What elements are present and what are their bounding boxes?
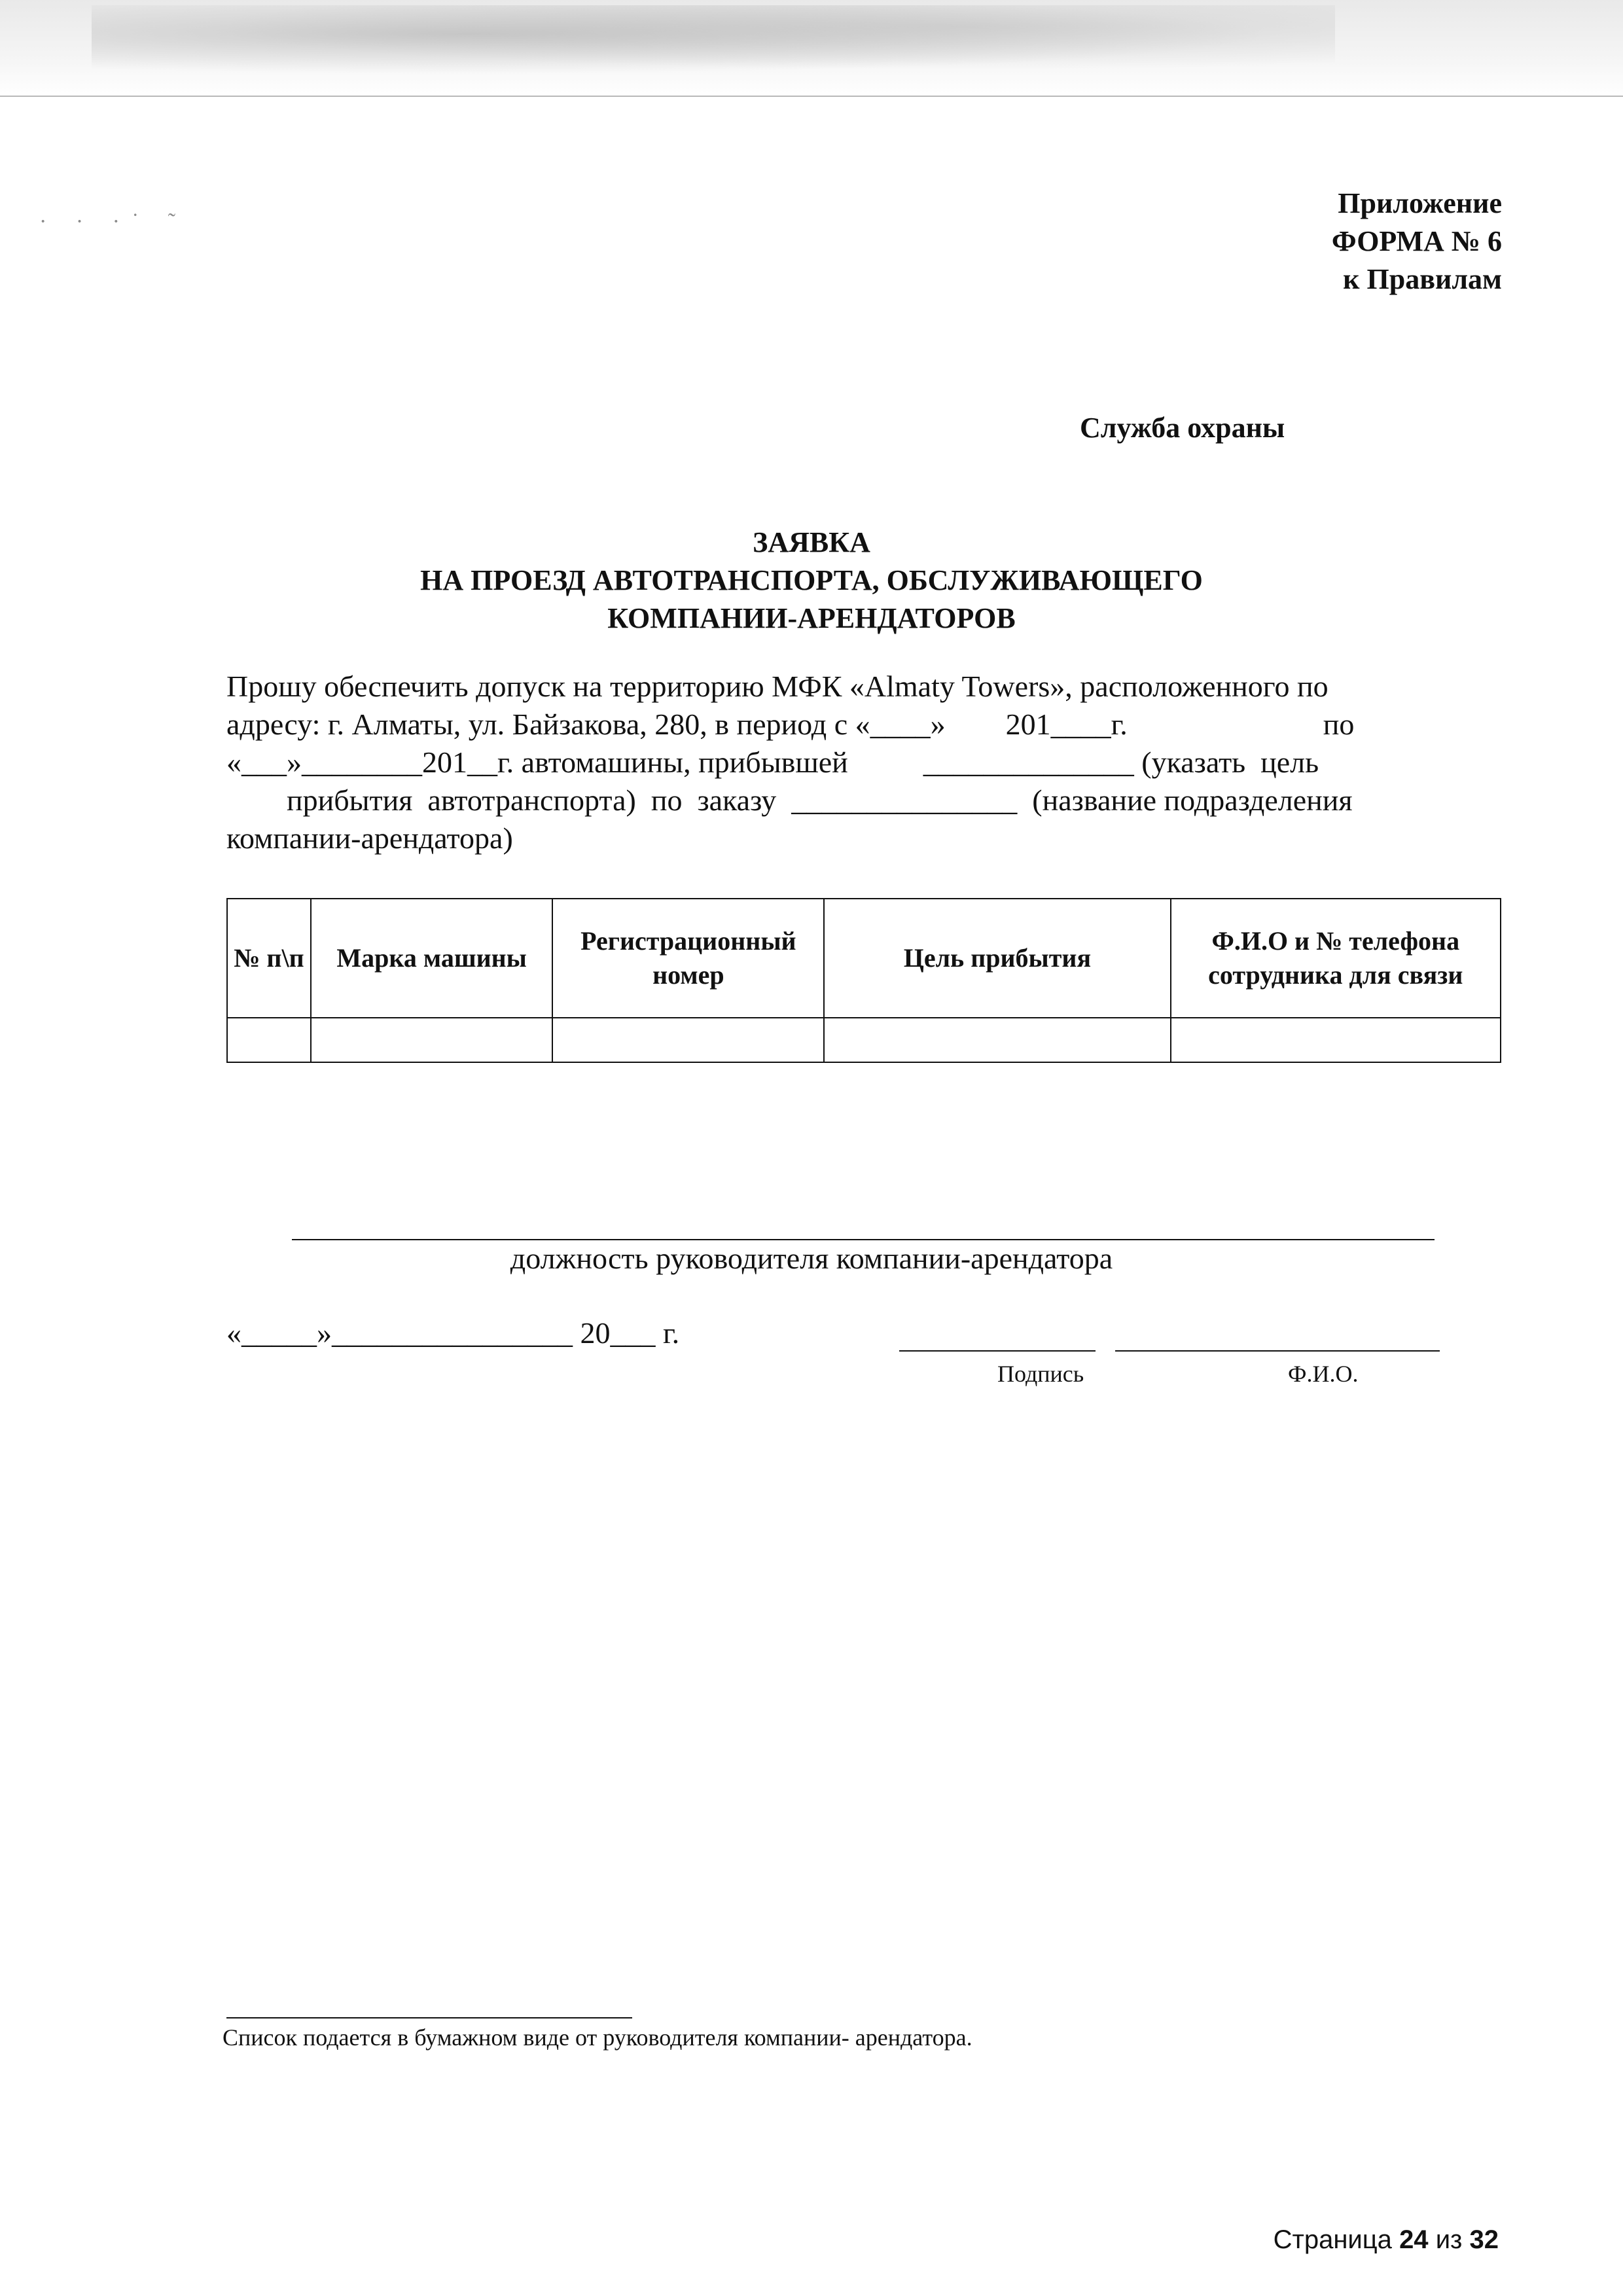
footnote-separator xyxy=(226,2017,632,2018)
column-header-car-brand: Марка машины xyxy=(311,899,553,1018)
current-page: 24 xyxy=(1399,2225,1429,2254)
table-cell[interactable] xyxy=(227,1018,311,1062)
column-header-purpose: Цель прибытия xyxy=(824,899,1170,1018)
title-line: ЗАЯВКА xyxy=(753,526,870,558)
table-cell[interactable] xyxy=(311,1018,553,1062)
title-line: НА ПРОЕЗД АВТОТРАНСПОРТА, ОБСЛУЖИВАЮЩЕГО xyxy=(420,564,1203,596)
paragraph-line: адресу: г. Алматы, ул. Байзакова, 280, в период с «____» 201____г. по xyxy=(226,708,1355,741)
scan-edge xyxy=(0,96,1623,97)
page-word: Страница xyxy=(1273,2225,1392,2254)
appendix-line: Приложение xyxy=(1338,187,1502,219)
scan-smudge xyxy=(92,5,1335,77)
request-paragraph xyxy=(226,668,1501,857)
date-line[interactable]: «_____»________________ 20___ г. xyxy=(226,1316,680,1350)
footnote: Список подается в бумажном виде от руководителя компании- арендатора. xyxy=(223,2024,972,2051)
appendix-line: к Правилам xyxy=(1343,263,1502,295)
document-title xyxy=(0,524,1623,637)
page-number xyxy=(1274,2225,1499,2255)
scan-specks: · · ·˙ ˜ xyxy=(39,209,188,234)
paragraph-line: прибытия автотранспорта) по заказу _______________ (название подразделения xyxy=(226,783,1353,817)
signature-label: Подпись xyxy=(997,1361,1084,1387)
position-signature-line[interactable] xyxy=(292,1239,1435,1240)
table-cell[interactable] xyxy=(1171,1018,1501,1062)
appendix-block xyxy=(1332,185,1502,298)
paragraph-line: компании-арендатора) xyxy=(226,821,513,855)
position-caption: должность руководителя компании-арендатора xyxy=(510,1242,1113,1275)
paragraph-line: «___»________201__г. автомашины, прибывшей ______________ (указать цель xyxy=(226,745,1319,779)
paragraph-line: Прошу обеспечить допуск на территорию МФК «Almaty Towers», расположенного по xyxy=(226,670,1329,703)
form-number: ФОРМА № 6 xyxy=(1331,225,1502,257)
name-line[interactable] xyxy=(1115,1350,1440,1352)
column-header-registration: Регистрационный номер xyxy=(552,899,824,1018)
table-cell[interactable] xyxy=(552,1018,824,1062)
page-of: из xyxy=(1435,2225,1463,2254)
total-pages: 32 xyxy=(1469,2225,1499,2254)
table-row xyxy=(227,1018,1501,1062)
signature-line[interactable] xyxy=(899,1350,1096,1352)
title-line: КОМПАНИИ-АРЕНДАТОРОВ xyxy=(607,602,1016,634)
column-header-contact: Ф.И.О и № телефона сотрудника для связи xyxy=(1171,899,1501,1018)
table-header-row xyxy=(227,899,1501,1018)
recipient: Служба охраны xyxy=(1080,412,1285,444)
column-header-number: № п\п xyxy=(227,899,311,1018)
table-cell[interactable] xyxy=(824,1018,1170,1062)
name-label: Ф.И.О. xyxy=(1288,1361,1359,1387)
vehicle-table xyxy=(226,898,1501,1063)
